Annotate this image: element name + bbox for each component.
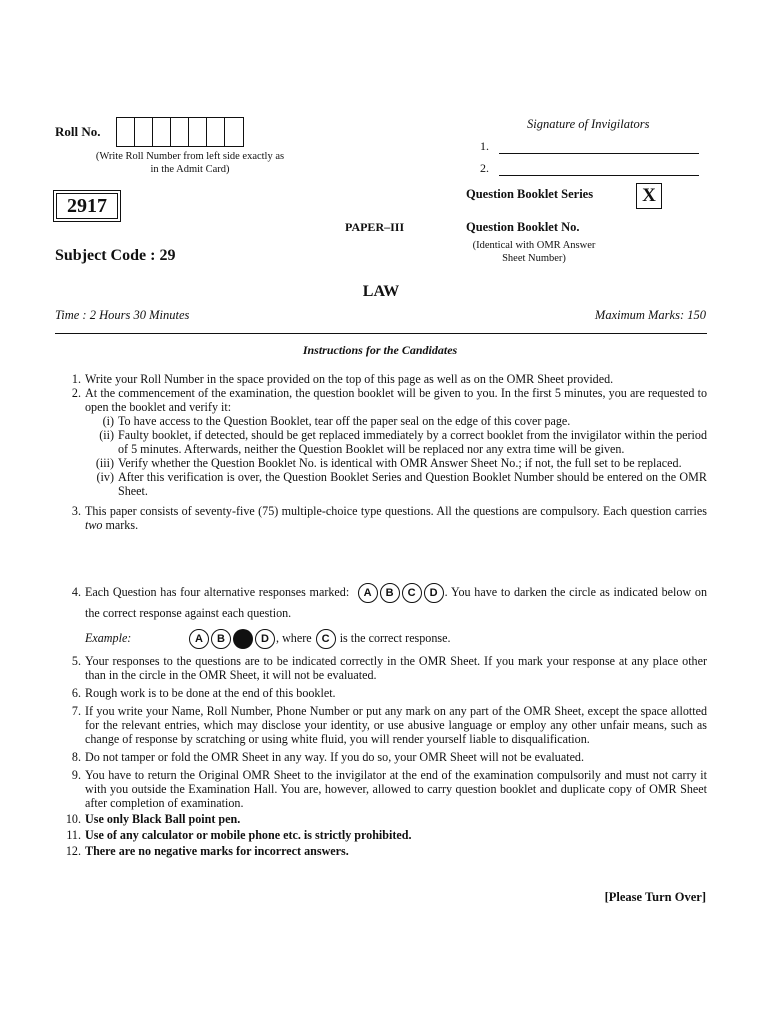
instruction-text: Use only Black Ball point pen. [85, 812, 241, 826]
instruction-text [85, 504, 707, 532]
example-text [85, 628, 707, 649]
example-a-bubble: A [189, 629, 209, 649]
instruction-text-part: . You have to darken the circle as indicated below on the correct response against each question. [85, 585, 707, 621]
instruction-number: 6. [71, 686, 81, 700]
instruction-item [55, 654, 707, 682]
instruction-subitem [55, 414, 707, 428]
instruction-subitem [55, 428, 707, 456]
paper-code: 2917 [56, 193, 118, 219]
booklet-series-value: X [636, 183, 662, 209]
roll-number-label: Roll No. [55, 124, 101, 139]
invigilator-2-number: 2. [480, 161, 489, 175]
instruction-item [55, 372, 707, 386]
instruction-number: 4. [71, 585, 81, 599]
invigilator-1-number: 1. [480, 139, 489, 153]
instruction-number: 2. [71, 386, 81, 400]
example-c-bubble: C [316, 629, 336, 649]
instruction-item [55, 812, 707, 826]
instruction-text-part: This paper consists of seventy-five (75) multiple-choice type questions. All the questions are compulsory. Each question carries [85, 504, 707, 518]
instruction-number: 11. [66, 828, 81, 842]
instruction-item [55, 582, 707, 623]
roll-digit-box[interactable] [207, 118, 225, 146]
instruction-emphasis: two [85, 518, 103, 532]
example-filled-bubble [233, 629, 253, 649]
invigilator-1-line[interactable] [480, 139, 699, 154]
roll-number-note: (Write Roll Number from left side exactly as in the Admit Card) [95, 151, 285, 175]
example-line [55, 628, 707, 649]
instruction-text: You have to return the Original OMR Sheet to the invigilator at the end of the examination compulsorily and must not carry it with you outside the Examination Hall. You are, however, allowed to carry question booklet and duplicate copy of OMR Sheet after completion of examination. [85, 768, 707, 810]
instruction-text: Do not tamper or fold the OMR Sheet in any way. If you do so, your OMR Sheet will not be evaluated. [85, 750, 585, 764]
example-label: Example: [85, 631, 132, 645]
booklet-series-label: Question Booklet Series [466, 187, 594, 201]
instruction-item [55, 844, 707, 858]
option-a-bubble: A [358, 583, 378, 603]
instructions-list-top [55, 372, 707, 532]
booklet-number-note: (Identical with OMR Answer Sheet Number) [472, 240, 596, 264]
option-d-bubble: D [424, 583, 444, 603]
roll-digit-box[interactable] [171, 118, 189, 146]
instruction-text: Write your Roll Number in the space provided on the top of this page as well as on the OMR Sheet provided. [85, 372, 614, 386]
instruction-number: 8. [71, 750, 81, 764]
instructions-list-bottom [55, 654, 707, 858]
instruction-text: There are no negative marks for incorrect answers. [85, 844, 349, 858]
roll-digit-box[interactable] [117, 118, 135, 146]
instruction-text-part: Each Question has four alternative responses marked: [85, 585, 350, 599]
subitem-number: (i) [102, 414, 114, 428]
instruction-text: At the commencement of the examination, the question booklet will be given to you. In the first 5 minutes, you are requested to open the booklet and verify it: [85, 386, 707, 414]
instruction-number: 12. [65, 844, 81, 858]
roll-digit-box[interactable] [189, 118, 207, 146]
instruction-text: Use of any calculator or mobile phone etc. is strictly prohibited. [85, 828, 412, 842]
subitem-number: (iv) [96, 470, 114, 484]
invigilator-signature-title: Signature of Invigilators [527, 117, 650, 131]
option-c-bubble: C [402, 583, 422, 603]
instruction-text-part: marks. [102, 518, 139, 532]
signature-rule [499, 165, 699, 176]
instruction-number: 10. [65, 812, 81, 826]
example-where: , where [276, 631, 312, 645]
subitem-text: Verify whether the Question Booklet No. is identical with OMR Answer Sheet No.; if not, the full set to be replaced. [118, 456, 682, 470]
instruction-item [55, 686, 707, 700]
roll-digit-box[interactable] [225, 118, 243, 146]
instruction-number: 9. [71, 768, 81, 782]
instruction-number: 5. [71, 654, 81, 668]
instruction-text: If you write your Name, Roll Number, Phone Number or put any mark on any part of the OMR Sheet, except the space allotted for the relevant entries, which may disclose your identity, or use abusive language or employ any other unfair means, such as change of response by scratching or using white fluid, you will render yourself liable to disqualification. [85, 704, 707, 746]
exam-time: Time : 2 Hours 30 Minutes [55, 308, 190, 322]
subject-code: Subject Code : 29 [55, 247, 176, 264]
example-b-bubble: B [211, 629, 231, 649]
maximum-marks: Maximum Marks: 150 [594, 308, 706, 322]
option-b-bubble: B [380, 583, 400, 603]
roll-number-boxes[interactable] [116, 117, 244, 147]
roll-digit-box[interactable] [135, 118, 153, 146]
instruction-item [55, 828, 707, 842]
instruction-number: 7. [71, 704, 81, 718]
divider [55, 333, 707, 334]
instruction-text: Your responses to the questions are to be indicated correctly in the OMR Sheet. If you mark your response at any place other than in the circle in the OMR Sheet, it will not be evaluated. [85, 654, 707, 682]
signature-rule [499, 143, 699, 154]
instruction-subitem [55, 456, 707, 470]
instructions-title: Instructions for the Candidates [302, 343, 458, 357]
roll-digit-box[interactable] [153, 118, 171, 146]
instruction-item [55, 750, 707, 764]
instruction-text: Rough work is to be done at the end of this booklet. [85, 686, 336, 700]
instruction-number: 1. [71, 372, 81, 386]
instruction-subitem [55, 470, 707, 498]
instruction-item [55, 704, 707, 746]
subitem-text: To have access to the Question Booklet, tear off the paper seal on the edge of this cover page. [118, 414, 571, 428]
instruction-text [85, 582, 707, 623]
instruction-item [55, 386, 707, 414]
paper-label: PAPER–III [345, 220, 405, 234]
please-turn-over: [Please Turn Over] [604, 890, 706, 904]
subitem-number: (ii) [99, 428, 114, 442]
instruction-4 [55, 582, 707, 623]
example-end: is the correct response. [339, 631, 451, 645]
subitem-number: (iii) [95, 456, 114, 470]
subitem-text: After this verification is over, the Question Booklet Series and Question Booklet Number should be entered on the OMR Sheet. [118, 470, 707, 498]
invigilator-2-line[interactable] [480, 161, 699, 176]
instruction-item [55, 768, 707, 810]
example-indent [55, 628, 85, 649]
subitem-text: Faulty booklet, if detected, should be get replaced immediately by a correct booklet from the invigilator within the period of 5 minutes. Afterwards, neither the Question Booklet will be replaced nor any extra time will be given. [118, 428, 707, 456]
booklet-number-label: Question Booklet No. [466, 220, 580, 234]
instruction-item [55, 504, 707, 532]
example-d-bubble: D [255, 629, 275, 649]
example-row [55, 628, 707, 649]
instruction-number: 3. [71, 504, 81, 518]
subject-title: LAW [362, 283, 400, 300]
